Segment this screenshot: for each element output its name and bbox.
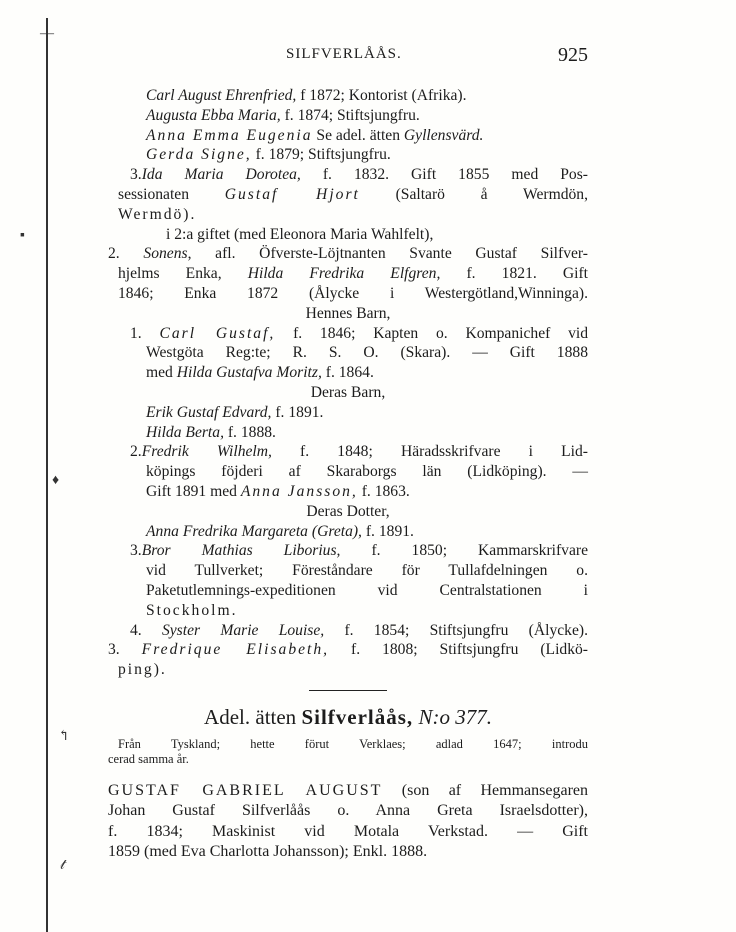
entry-line: Wermdö). <box>118 205 197 223</box>
section-divider <box>309 690 387 691</box>
member-entry: f. 1834; Maskinist vid Motala Verkstad. — Gift <box>108 822 588 840</box>
section-title: Adel. ätten Silfverlåås, N:o 377. <box>204 704 492 729</box>
entry-line: hjelms Enka, Hilda Fredrika Elfgren, f. 1821. Gift <box>118 265 588 283</box>
entry-line: Westgöta Reg:te; R. S. O. (Skara). — Gift 1888 <box>146 344 588 362</box>
gutter-mark: ↰ <box>58 729 70 744</box>
entry-line: sessionaten Gustaf Hjort (Saltarö å Wermdön, <box>118 185 589 203</box>
gutter-mark: 𝓉 <box>60 858 65 873</box>
entry-line: Paketutlemnings-expeditionen vid Centralstationen i <box>146 581 588 599</box>
gutter-mark: ▪ <box>20 228 25 243</box>
gutter-mark: ♦ <box>52 473 60 488</box>
page-number: 925 <box>558 44 588 66</box>
origin-note: cerad samma år. <box>108 751 189 766</box>
entry-line: 3.Bror Mathias Liborius, f. 1850; Kammarskrifvare <box>130 542 589 560</box>
origin-note: Från Tyskland; hette förut Verklaes; adlad 1647; introdu <box>118 736 588 751</box>
page-header <box>108 40 588 72</box>
entry-line: Deras Barn, <box>310 383 386 401</box>
entry-line: 3.Ida Maria Dorotea, f. 1832. Gift 1855 med Pos- <box>130 166 588 184</box>
entry-line: Gift 1891 med Anna Jansson, f. 1863. <box>146 482 410 500</box>
entry-line: Carl August Ehrenfried, f 1872; Kontorist (Afrika). <box>146 87 467 104</box>
member-entry: 1859 (med Eva Charlotta Johansson); Enkl. 1888. <box>108 843 428 861</box>
entry-line: vid Tullverket; Föreståndare för Tullafdelningen o. <box>146 562 588 580</box>
entry-line: Erik Gustaf Edvard, f. 1891. <box>146 403 324 421</box>
genealogy-entries <box>108 86 588 680</box>
entry-line: köpings föjderi af Skaraborgs län (Lidköping). — <box>146 463 588 481</box>
gutter-mark: — <box>40 26 54 41</box>
entry-line: ping). <box>118 661 167 679</box>
entry-line: Gerda Signe, f. 1879; Stiftsjungfru. <box>146 146 391 164</box>
gutter-rule <box>46 18 48 932</box>
member-entry: Johan Gustaf Silfverlåås o. Anna Greta Israelsdotter), <box>108 802 588 820</box>
entry-line: Hennes Barn, <box>305 304 391 322</box>
entry-line: 3. Fredrique Elisabeth, f. 1808; Stiftsjungfru (Lidkö- <box>108 641 588 659</box>
entry-line: Anna Fredrika Margareta (Greta), f. 1891. <box>146 522 414 540</box>
entry-line: Deras Dotter, <box>306 502 390 520</box>
entry-line: 1846; Enka 1872 (Ålycke i Westergötland,Winninga). <box>118 284 588 302</box>
entry-line: Anna Emma Eugenia Se adel. ätten Gyllensvärd. <box>146 126 484 144</box>
entry-line: 2. Sonens, afl. Öfverste-Löjtnanten Svante Gustaf Silfver- <box>108 245 588 263</box>
entry-line: i 2:a giftet (med Eleonora Maria Wahlfelt), <box>166 225 434 243</box>
entry-line: Augusta Ebba Maria, f. 1874; Stiftsjungfru. <box>146 106 420 124</box>
entry-line: 1. Carl Gustaf, f. 1846; Kapten o. Kompanichef vid <box>130 324 588 342</box>
entry-line: med Hilda Gustafva Moritz, f. 1864. <box>146 364 374 382</box>
entry-line: Hilda Berta, f. 1888. <box>146 423 276 441</box>
entry-line: 4. Syster Marie Louise, f. 1854; Stiftsjungfru (Ålycke). <box>130 621 588 639</box>
entry-line: Stockholm. <box>146 601 238 619</box>
member-entry: GUSTAF GABRIEL AUGUST (son af Hemmansegaren <box>108 781 588 799</box>
running-title: SILFVERLÅÅS. <box>286 46 402 62</box>
book-page <box>108 40 588 863</box>
binding-gutter <box>0 0 75 932</box>
entry-line: 2.Fredrik Wilhelm, f. 1848; Häradsskrifvare i Lid- <box>130 443 588 461</box>
